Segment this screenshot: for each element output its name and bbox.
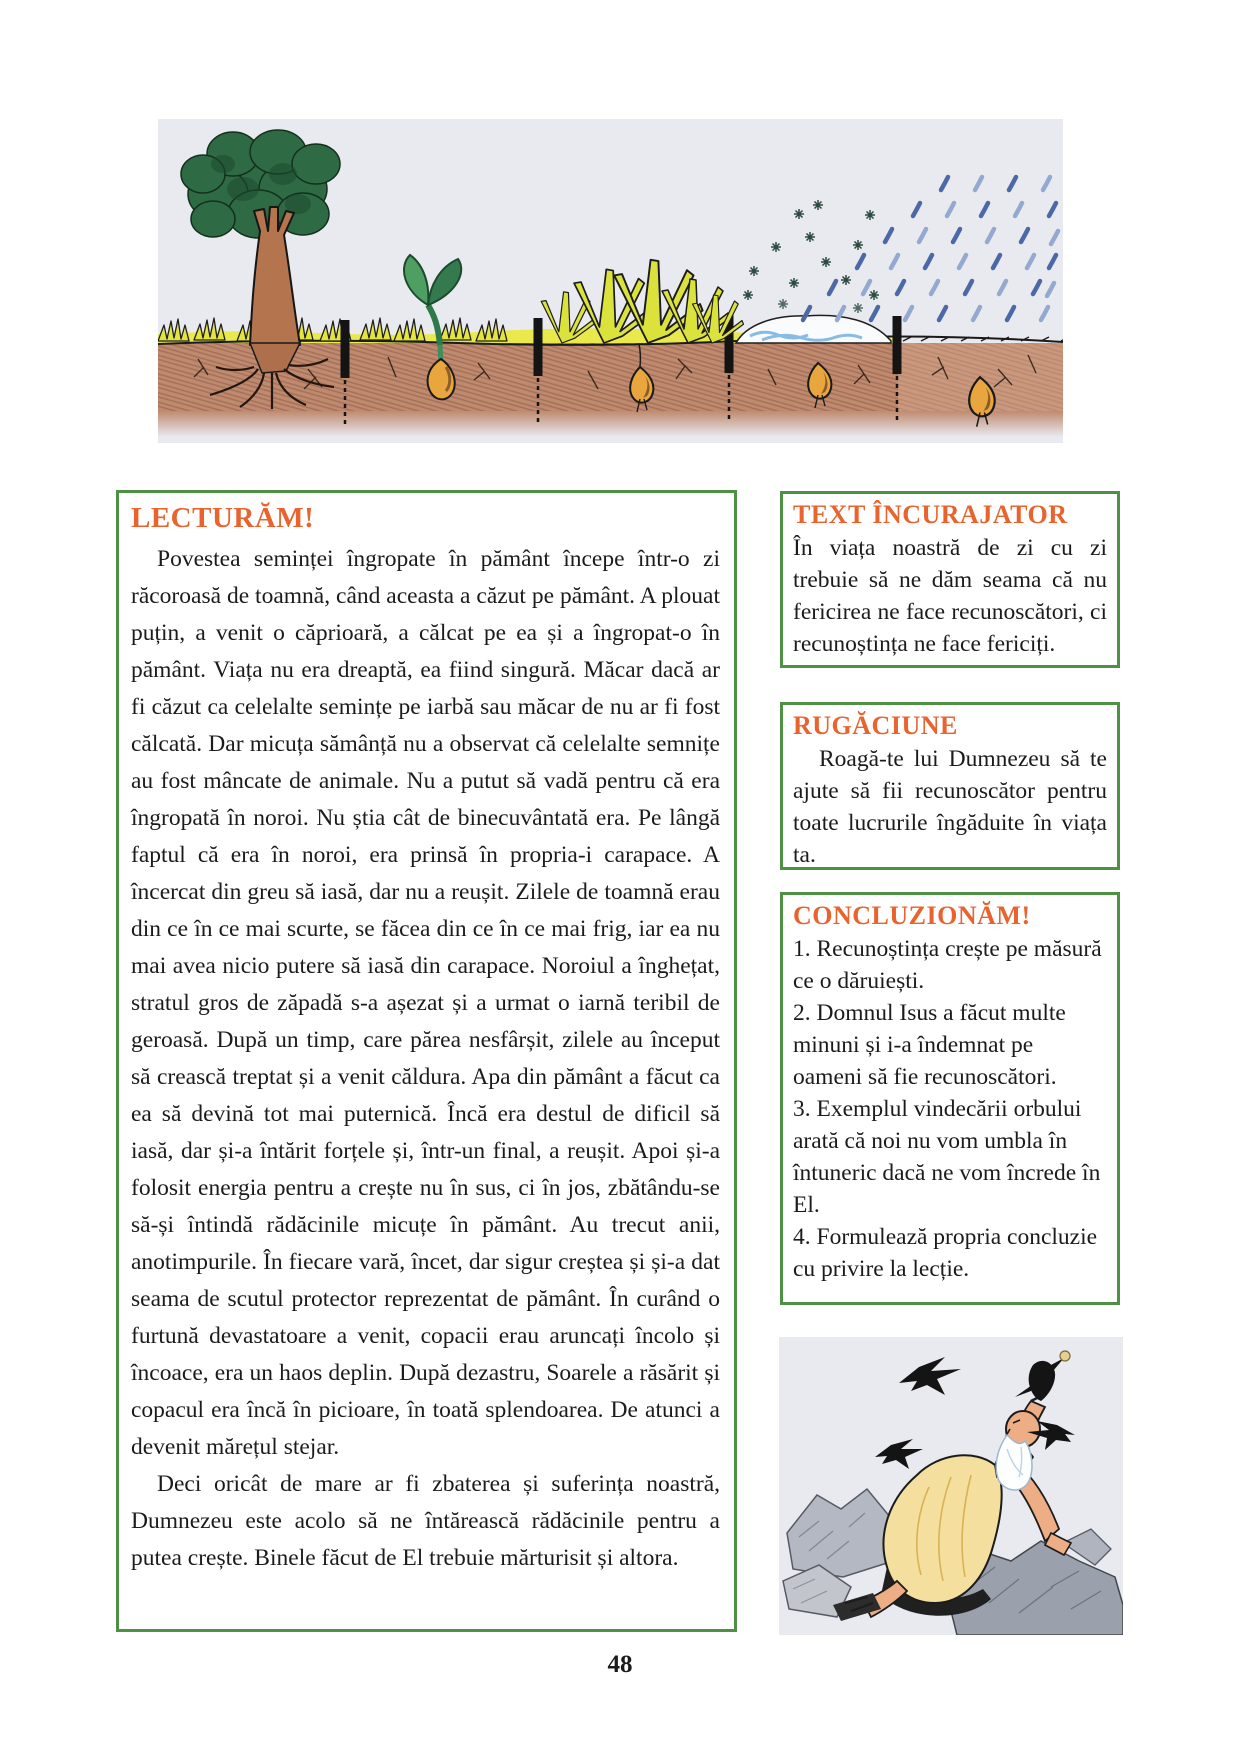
conclusion-item-4: 4. Formulează propria concluzie cu privire la lecție. [793,1224,1098,1282]
rugaciune-title: RUGĂCIUNE [793,711,958,740]
seed-growth-stages-illustration [158,119,1063,443]
lecturam-title: LECTURĂM! [131,502,315,534]
story-paragraph-1: Povestea seminței îngropate în pământ începe într-o zi răcoroasă de toamnă, când aceasta a căzut pe pământ. A plouat puțin, a venit o căprioară, a călcat pe ea și a îngropat-o în pământ. Viața nu era dreaptă, ea fiind singură. Măcar dacă ar fi căzut ca celelalte semințe pe iarbă sau măcar de nu ar fi fost călcată. Dar micuța sămânță nu a observat că celelalte semnițe au fost mâncate de animale. Nu a putut să vadă pentru că era îngropată în noroi. Nu știa cât de binecuvântată era. Pe lângă faptul că era în noroi, era prinsă în propria-i carapace. A încercat din greu să iasă, dar nu a reușit. Zilele de toamnă erau din ce în ce mai scurte, se făcea din ce în ce mai frig, iar ea nu mai avea nicio putere să iasă din carapace. Noroiul a înghețat, stratul gros de zăpadă s-a așezat și a urmat o iarnă teribil de geroasă. După un timp, care părea nesfârșit, zilele au început să crească treptat și a venit căldura. Apa din pământ a făcut ca ea să devină tot mai puternică. Încă era destul de dificil să iasă, dar și-a întărit forțele și, într-un final, a reușit. Apoi și-a folosit energia pentru a crește nu în sus, ci în jos, zbătându-se să-și întindă rădăcinile micuțe în pământ. Au trecut anii, anotimpurile. În fiecare vară, încet, dar sigur creștea și și-a dat seama de scutul protector reprezentat de pământ. În curând o furtună devastatoare a venit, copacii erau aruncați încolo și încoace, era un haos deplin. După dezastru, Soarele a răsărit și copacul era încă în picioare, în toată splendoarea. De atunci a devenit mărețul stejar. [131,546,720,1460]
concluzionam-box [780,892,1120,1305]
page-number: 48 [607,1651,633,1678]
man-fed-by-ravens-illustration [779,1337,1123,1635]
text-incurajator-body: În viața noastră de zi cu zi trebuie să ne dăm seama că nu fericirea ne face recunoscători, ci recunoștința ne face fericiți. [793,535,1107,657]
rugaciune-body: Roagă-te lui Dumnezeu să te ajute să fii recunoscător pentru toate lucrurile îngăduite în viața ta. [793,746,1107,868]
bread-piece [1060,1351,1070,1361]
seed-growth-stages-drawing [158,119,1063,443]
beard [996,1435,1032,1490]
conclusion-item-1: 1. Recunoștința crește pe măsură ce o dăruiești. [793,936,1102,994]
conclusion-item-3: 3. Exemplul vindecării orbului arată că noi nu vom umbla în întuneric dacă ne vom încrede în El. [793,1096,1101,1218]
text-incurajator-box [780,491,1120,668]
man-fed-by-ravens-drawing [779,1337,1123,1635]
lecturam-box [116,490,737,1632]
rugaciune-box [780,702,1120,870]
text-incurajator-title: TEXT ÎNCURAJATOR [793,500,1068,529]
story-paragraph-2: Deci oricât de mare ar fi zbaterea și suferința noastră, Dumnezeu este acolo să ne întărească rădăcinile pentru a putea crește. Binele făcut de El trebuie mărturisit și altora. [131,1471,720,1571]
concluzionam-title: CONCLUZIONĂM! [793,901,1031,930]
conclusion-item-2: 2. Domnul Isus a făcut multe minuni și i-a îndemnat pe oameni să fie recunoscători. [793,1000,1066,1090]
